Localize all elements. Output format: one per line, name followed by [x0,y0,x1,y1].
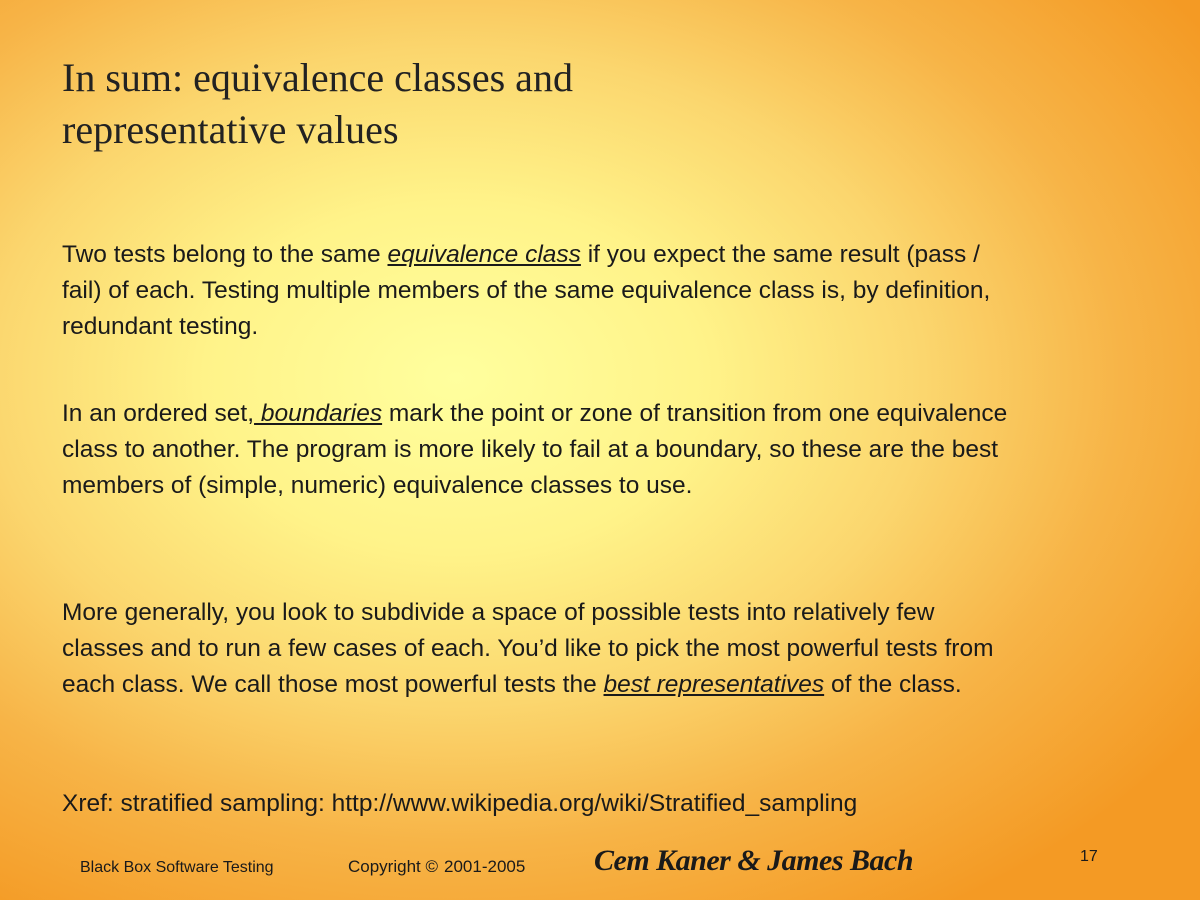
term-boundaries: boundaries [254,400,383,427]
term-best-representatives: best representatives [603,671,825,698]
slide-title-line-1: In sum: equivalence classes and [62,55,573,100]
paragraph-boundaries [62,396,1022,504]
p1-text-a: Two tests belong to the same [62,241,388,268]
paragraph-equivalence-class [62,237,1022,345]
p3-text-a: More generally, you look to subdivide a space of possible tests into relatively few classes and to run a few cases of each. You’d like to pick the most powerful tests from each class. We call those most powerful tests the [62,599,994,698]
p3-text-b: of the class. [824,671,962,698]
footer-authors: Cem Kaner & James Bach [594,844,914,877]
slide-title [62,52,1062,156]
slide-page-number: 17 [1080,848,1098,865]
footer-copyright-label: Copyright © [348,857,439,876]
term-equivalence-class: equivalence class [387,241,581,268]
slide-title-line-2: representative values [62,107,399,152]
footer-copyright-years: 2001-2005 [444,857,526,876]
p1-text-b: if you expect the same result (pass / fail) of each. Testing multiple members of the same equivalence class is, by definition, redundant testing. [62,241,991,340]
footer-course-name: Black Box Software Testing [80,859,274,876]
paragraph-best-representatives [62,595,1022,703]
p2-text-b: mark the point or zone of transition from one equivalence class to another. The program is more likely to fail at a boundary, so these are the best members of (simple, numeric) equivalence classes to use. [62,400,1008,499]
p2-text-a: In an ordered set, [62,400,255,427]
footer-copyright [348,857,525,877]
paragraph-xref: Xref: stratified sampling: http://www.wikipedia.org/wiki/Stratified_sampling [62,790,858,817]
